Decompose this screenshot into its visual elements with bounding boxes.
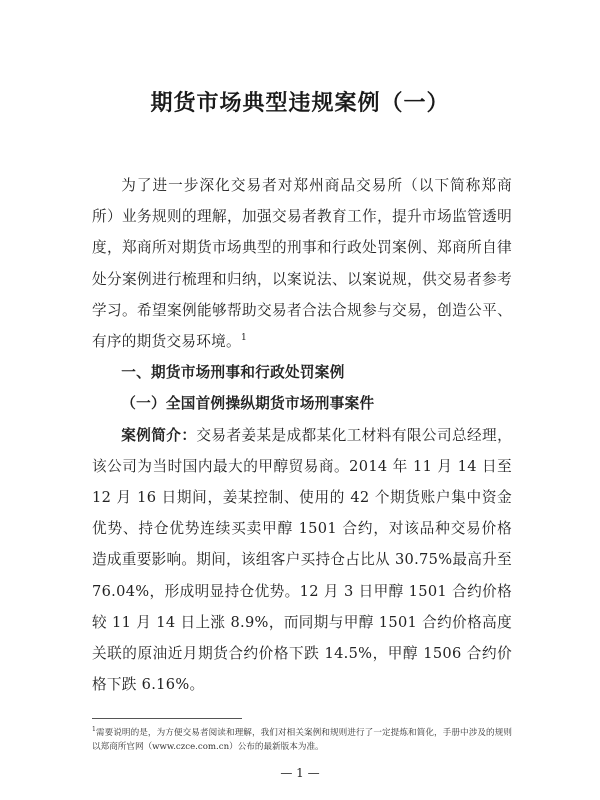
case-paragraph bbox=[92, 420, 512, 701]
document-body bbox=[92, 170, 512, 700]
footnote-divider bbox=[92, 718, 242, 719]
footnote-reference: 1 bbox=[240, 333, 247, 344]
subsection-heading: （一）全国首例操纵期货市场刑事案件 bbox=[121, 395, 375, 413]
intro-text: 为了进一步深化交易者对郑州商品交易所（以下简称郑商所）业务规则的理解，加强交易者教育工作，提升市场监管透明度，郑商所对期货市场典型的刑事和行政处罚案例、郑商所自律处分案例进行梳理和归纳，以案说法、以案说规，供交易者参考学习。希望案例能够帮助交易者合法合规参与交易，创造公平、有序的期货交易环境。 bbox=[92, 177, 512, 351]
case-label: 案例简介： bbox=[121, 426, 197, 444]
document-title: 期货市场典型违规案例（一） bbox=[150, 91, 450, 116]
footnote bbox=[92, 726, 512, 754]
section-heading: 一、期货市场刑事和行政处罚案例 bbox=[121, 364, 345, 382]
case-text: 交易者姜某是成都某化工材料有限公司总经理，该公司为当时国内最大的甲醇贸易商。2014 年 11 月 14 日至 12 月 16 日期间，姜某控制、使用的 42 个期货账户集中资金优势、持仓优势连续买卖甲醇 1501 合约，对该品种交易价格造成重要影响。期间，该组客户买持仓占比从 30.75%最高升至 76.04%，形成明显持仓优势。12 月 3 日甲醇 1501 合约价格较 11 月 14 日上涨 8.9%，而同期与甲醇 1501 合约价格高度关联的原油近月期货合约价格下跌 14.5%，甲醇 1506 合约价格下跌 6.16%。 bbox=[92, 426, 512, 694]
footnote-text: 需要说明的是，为方便交易者阅读和理解，我们对相关案例和规则进行了一定提炼和简化，手册中涉及的规则以郑商所官网（www.czce.com.cn）公布的最新版本为准。 bbox=[92, 728, 512, 752]
footnote-mark: 1 bbox=[92, 726, 96, 734]
page-number: — 1 — bbox=[280, 766, 320, 780]
intro-paragraph bbox=[92, 170, 512, 357]
